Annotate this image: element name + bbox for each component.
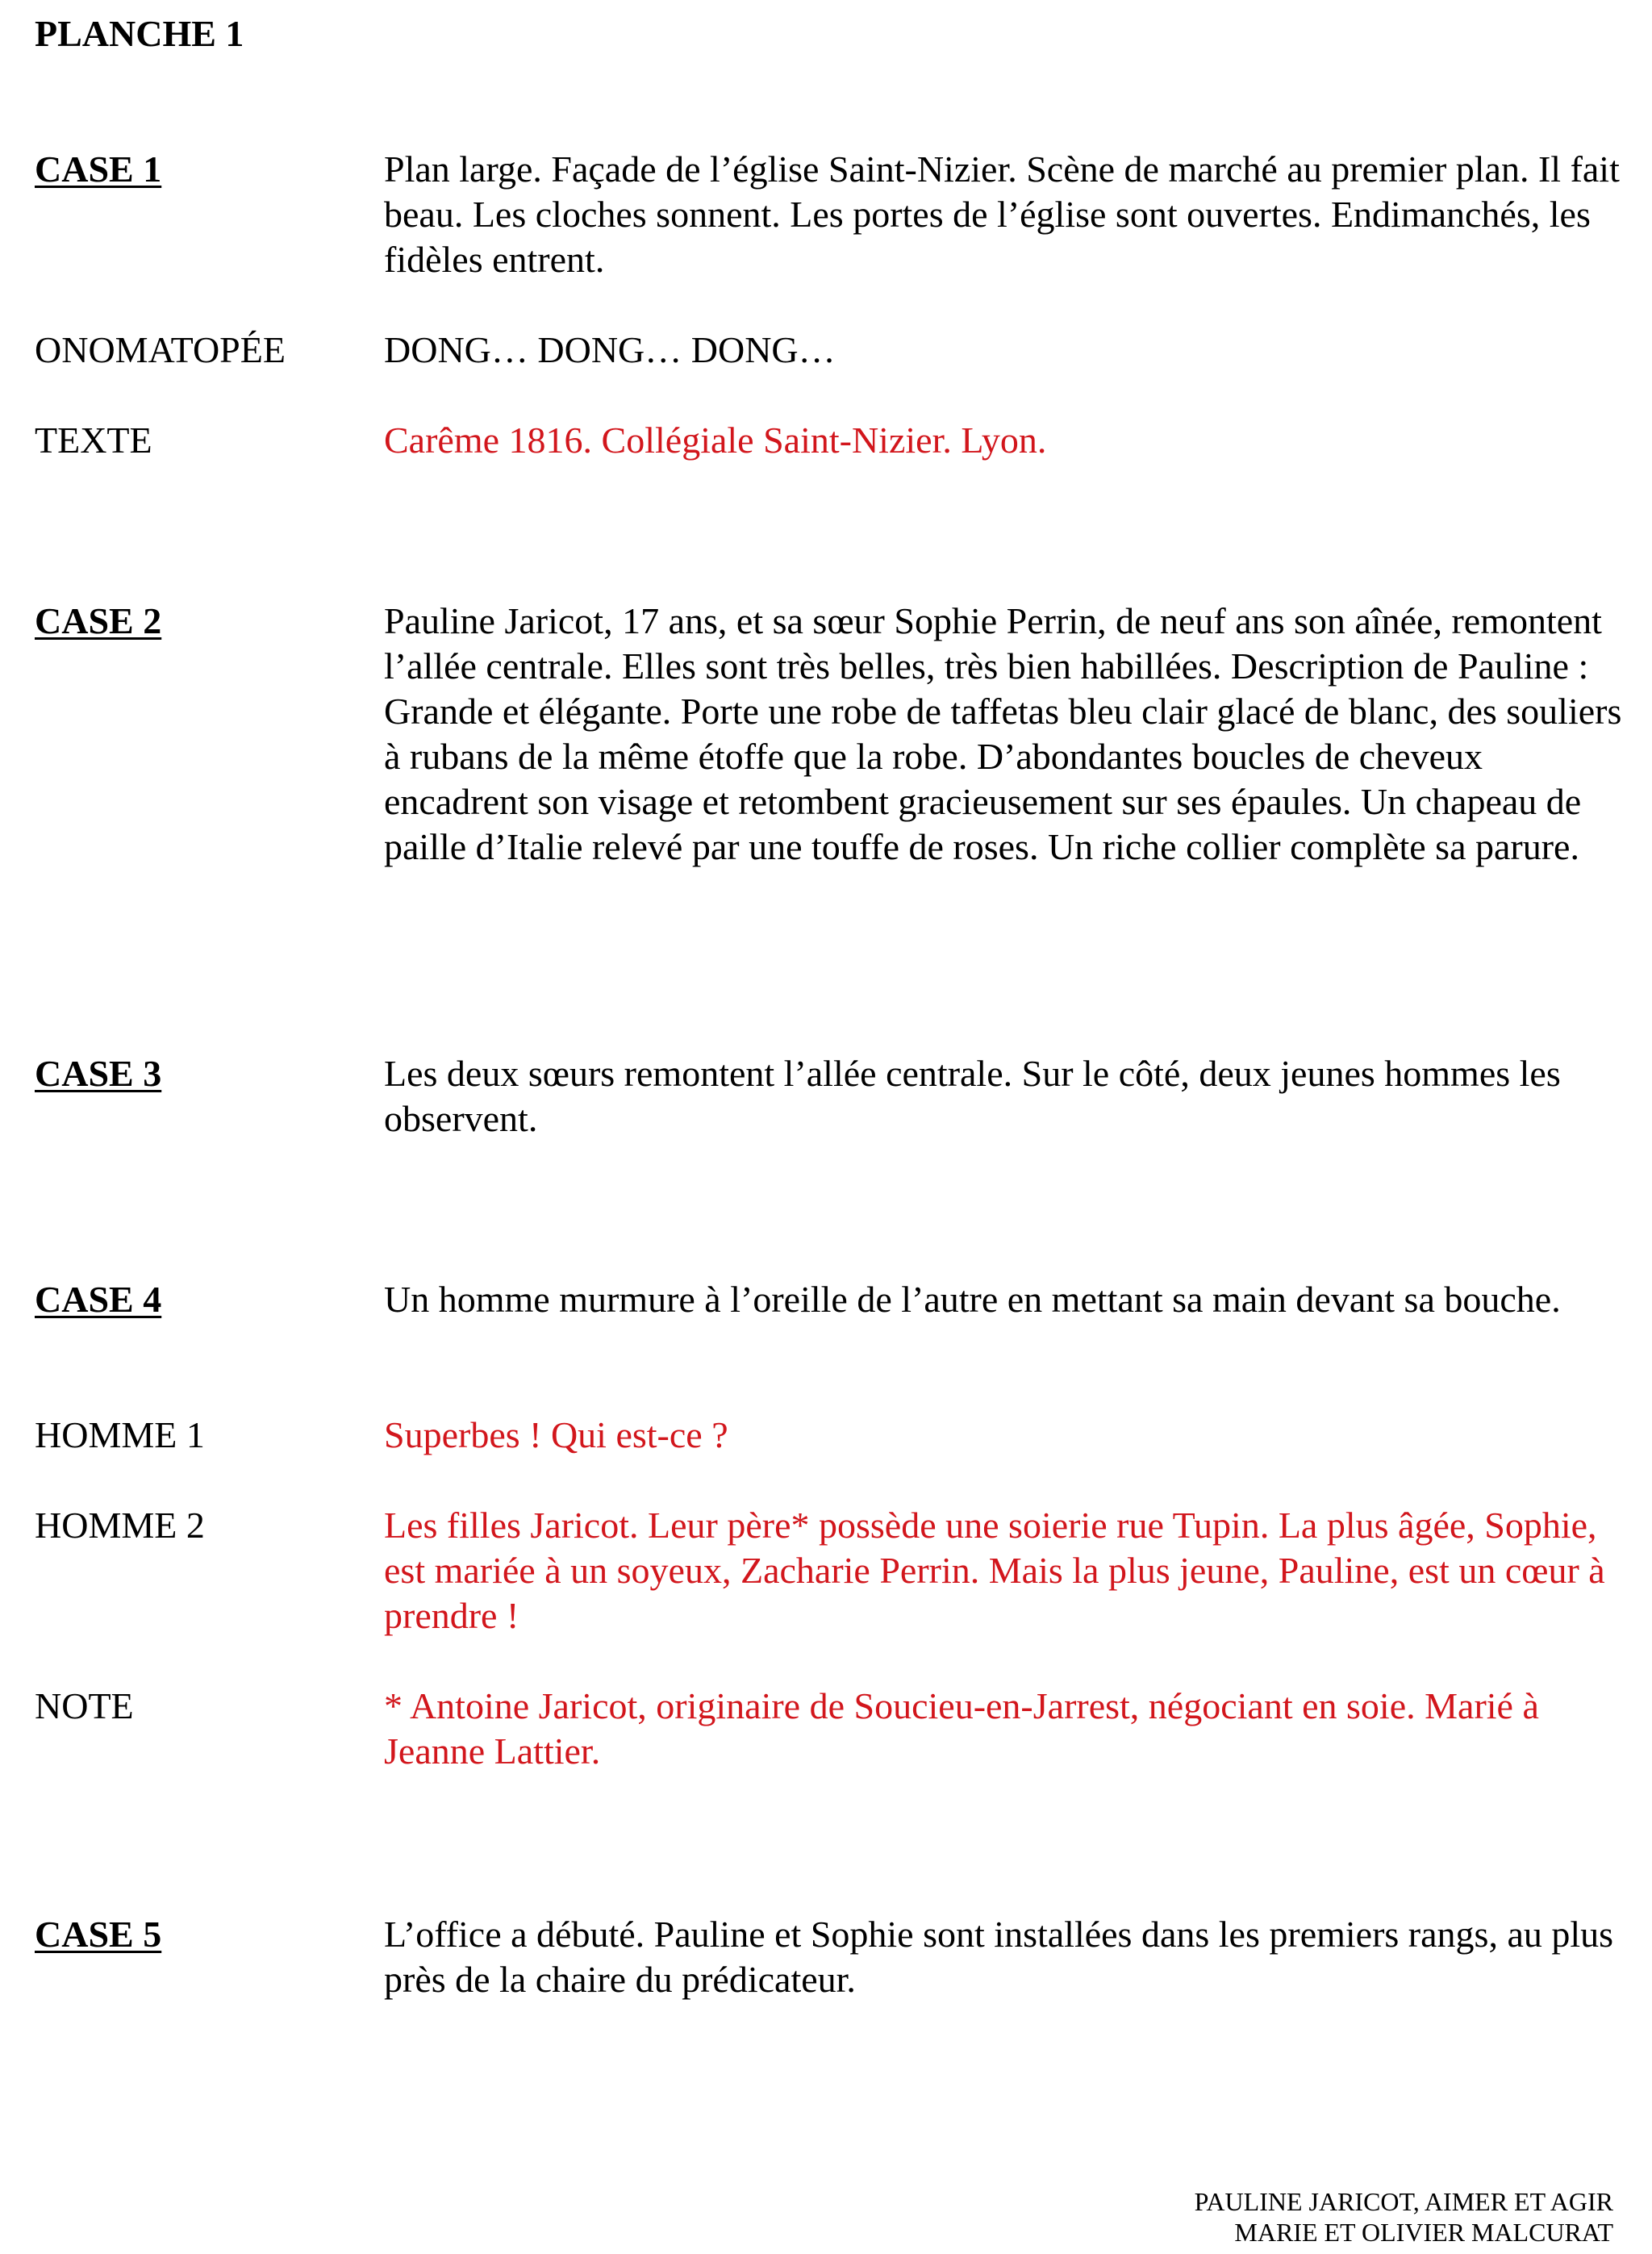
panel-label: CASE 1 xyxy=(35,148,162,190)
page-footer xyxy=(1195,2186,1613,2248)
footer-authors: MARIE ET OLIVIER MALCURAT xyxy=(1234,2218,1613,2247)
note-text: * Antoine Jaricot, originaire de Soucieu-en-Jarrest, négociant en soie. Marié à Jeanne Lattier. xyxy=(384,1685,1539,1772)
row-label: NOTE xyxy=(35,1685,134,1726)
speaker-label: HOMME 2 xyxy=(35,1505,205,1546)
panel-description: Un homme murmure à l’oreille de l’autre en mettant sa main devant sa bouche. xyxy=(384,1279,1561,1320)
panel-description: Pauline Jaricot, 17 ans, et sa sœur Sophie Perrin, de neuf ans son aînée, remontent l’allée centrale. Elles sont très belles, très bien habillées. Description de Pauline : Grande et élégante. Porte une robe de taffetas bleu clair glacé de blanc, des souliers à rubans de la même étoffe que la robe. D’abondantes boucles de cheveux encadrent son visage et retombent gracieusement sur ses épaules. Un chapeau de paille d’Italie relevé par une touffe de roses. Un riche collier complète sa parure. xyxy=(384,600,1622,867)
panel-label: CASE 5 xyxy=(35,1914,162,1955)
panel-label: CASE 3 xyxy=(35,1053,162,1094)
row-label: TEXTE xyxy=(35,419,152,461)
dialogue-text: Superbes ! Qui est-ce ? xyxy=(384,1414,728,1455)
panel-description: L’office a débuté. Pauline et Sophie sont installées dans les premiers rangs, au plus près de la chaire du prédicateur. xyxy=(384,1914,1614,2000)
caption-text: Carême 1816. Collégiale Saint-Nizier. Lyon. xyxy=(384,419,1047,461)
panel-label: CASE 4 xyxy=(35,1279,162,1320)
onomatopoeia-text: DONG… DONG… DONG… xyxy=(384,329,836,370)
panel-description: Les deux sœurs remontent l’allée centrale. Sur le côté, deux jeunes hommes les observent. xyxy=(384,1053,1561,1139)
dialogue-text: Les filles Jaricot. Leur père* possède une soierie rue Tupin. La plus âgée, Sophie, est mariée à un soyeux, Zacharie Perrin. Mais la plus jeune, Pauline, est un cœur à prendre ! xyxy=(384,1505,1605,1636)
panel-description: Plan large. Façade de l’église Saint-Nizier. Scène de marché au premier plan. Il fait beau. Les cloches sonnent. Les portes de l’église sont ouvertes. Endimanchés, les fidèles entrent. xyxy=(384,148,1620,280)
panel-label: CASE 2 xyxy=(35,600,162,641)
row-label: ONOMATOPÉE xyxy=(35,329,286,370)
speaker-label: HOMME 1 xyxy=(35,1414,205,1455)
footer-title: PAULINE JARICOT, AIMER ET AGIR xyxy=(1194,2187,1613,2216)
page-title: PLANCHE 1 xyxy=(35,13,244,54)
